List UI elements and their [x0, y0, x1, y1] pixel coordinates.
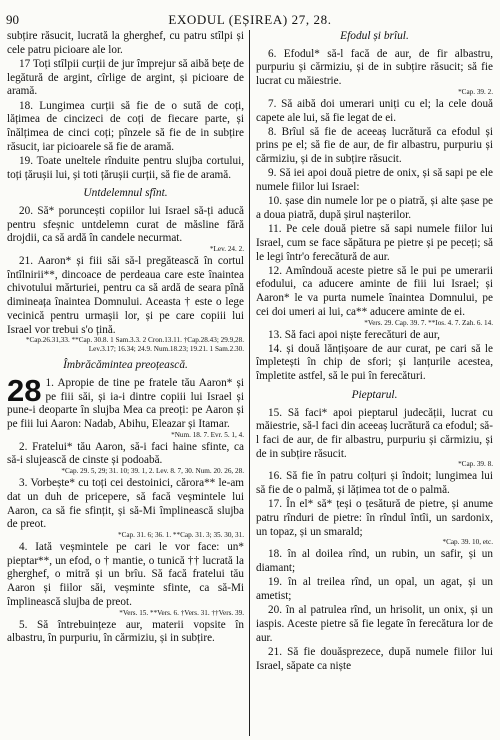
verse-27-18: 18. Lungimea curții să fie de o sută de coți, lățimea de cincizeci de coți de fiecare parte, și înălțimea de cinci coți; pînzele să fie de in subțire răsucit, iar picioarele să fie de aramă. [7, 99, 244, 153]
page-header [0, 12, 500, 28]
verse-28-10: 10. șase din numele lor pe o piatră, și alte șase pe a doua piatră, după șirul nașterilor. [256, 195, 493, 221]
right-column [256, 30, 493, 736]
cross-reference: *Cap. 39. 10, etc. [442, 538, 493, 547]
verse-28-6: 6. Efodul* să-l facă de aur, de fir albastru, purpuriu și cărmiziu, și de in subțire răsucit; să fie lucrat cu măiestrie. [256, 47, 493, 88]
cross-reference: *Lev. 24. 2. [209, 245, 244, 254]
cross-reference: *Cap. 29. 5, 29; 31. 10; 39. 1, 2. Lev. 8. 7, 30. Num. 20. 26, 28. [61, 467, 244, 476]
running-title: EXODUL (EȘIREA) 27, 28. [168, 12, 332, 27]
verse-28-14: 14. și două lănțișoare de aur curat, pe cari să le împletești în chip de sfori; și lanțurile acestea, împletite astfel, să le pui în ferecături. [256, 342, 493, 383]
verse-28-3: 3. Vorbește* cu toți cei destoinici, cărora** le-am dat un duh de pricepere, să facă veșmintele lui Aaron, ca să fie sfințit, și să-Mi împlinească slujba de preot. [7, 477, 244, 531]
page-number: 90 [6, 12, 19, 27]
column-divider [249, 30, 250, 736]
cross-reference: *Cap. 39. 2. [458, 87, 493, 96]
verse-28-18: 18. în al doilea rînd, un rubin, un safir, și un diamant; [256, 548, 493, 575]
cross-reference: *Vers. 29. Cap. 39. 7. **Ios. 4. 7. Zah. 6. 14. [364, 318, 493, 327]
verse-28-17: 17. În el* să* țeși o țesătură de pietre, și anume patru rînduri de pietre: în rîndul întîi, un sardonix, un topaz, și un smarald; [256, 498, 493, 538]
verse-28-19: 19. în al treilea rînd, un opal, un agat, și un ametist; [256, 576, 493, 603]
verse-28-4: 4. Iată veșmintele pe cari le vor face: un* pieptar**, un efod, o † mantie, o tunică †† lucrată la gherghef, o mitră și un brîu. Să facă fratelui tău Aaron și fiilor săi, veșminte sfinte, ca să-Mi împlinească slujba de preot. [7, 541, 244, 608]
verse-28-13: 13. Să faci apoi niște ferecături de aur, [268, 328, 440, 341]
verse-28-2: 2. Fratelui* tău Aaron, să-i faci haine sfinte, ca să-i slujească de cinste și podoabă. [7, 440, 244, 467]
verse-27-21: 21. Aaron* și fiii săi să-l pregătească în cortul întîlnirii**, dincoace de perdeaua care este înaintea chivotului mărturiei, pentru ca să ardă de seara pînă dimineața înaintea Domnului. Aceasta † este o lege vecinică pentru urmașii lor, și pe care copiii lui Israel vor trebui s'o țină. [7, 255, 244, 336]
verse-28-16: 16. Să fie în patru colțuri și îndoit; lungimea lui să fie de o palmă, și lățimea tot de o palmă. [256, 470, 493, 497]
cross-reference: *Num. 18. 7. Evr. 5. 1, 4. [171, 430, 244, 439]
verse-27-20: 20. Să* poruncești copiilor lui Israel să-ți aducă pentru sfeșnic untdelemn curat de măsline fără drojdii, ca să ardă în candele necurmat. [7, 204, 244, 245]
cross-reference: *Cap. 39. 8. [458, 460, 493, 469]
verse-28-21: 21. Să fie douăsprezece, după numele fiilor lui Israel, săpate ca niște [256, 645, 493, 672]
verse-28-8: 8. Brîul să fie de aceeaș lucrătură ca efodul și prins pe el; să fie de aur, de fir albastru, purpuriu și cărmiziu, și de in subțire răsucit. [256, 125, 493, 166]
section-heading-oil: Untdelemnul sfînt. [83, 187, 168, 200]
verse-27-17: 17 Toți stîlpii curții de jur împrejur să aibă bețe de legătură de argint, cîrlige de argint, și picioare de aramă. [7, 57, 244, 98]
verse-28-11: 11. Pe cele două pietre să sapi numele fiilor lui Israel, cum se face săpătura pe pietre și pe peceți; să le legi într'o ferecătură de aur. [256, 223, 493, 263]
section-heading-breastplate: Pieptarul. [351, 388, 398, 401]
verse-28-5: 5. Să întrebuințeze aur, materii vopsite în albastru, în purpuriu, în cărmiziu, și in subțire. [7, 618, 244, 645]
chapter-number: 28 [7, 372, 42, 408]
cross-reference: *Vers. 15. **Vers. 6. †Vers. 31. ††Vers. 39. [119, 608, 244, 617]
section-heading-garments: Îmbrăcămintea preoțească. [63, 359, 188, 372]
verse-28-1 [7, 372, 244, 432]
cross-reference: *Cap.26.31,33. **Cap. 30.8. 1 Sam.3.3. 2 Cron.13.11. †Cap.28.43; 29.9,28. Lev.3.17; 16.34; 24.9. Num.18.23; 19.21. 1 Sam.2.30. [25, 336, 244, 354]
verse-28-12: 12. Amîndouă aceste pietre să le pui pe umerarii efodului, ca aducere aminte de fiii lui Israel; și Aaron* le va purta numele înaintea Domnului, pe cei doi umeri ai lui, ca** aducere aminte de ei. [256, 264, 493, 318]
left-column [7, 30, 244, 736]
verse-28-15: 15. Să faci* apoi pieptarul judecății, lucrat cu măiestrie, să-l faci din aceeaș lucrătură ca efodul; să-l faci de aur, de fir albastru, purpuriu și cărmiziu, și de in subțire răsucit. [256, 406, 493, 460]
section-heading-ephod: Efodul și brîul. [340, 30, 409, 42]
verse-28-9: 9. Să iei apoi două pietre de onix, și să sapi pe ele numele fiilor lui Israel: [256, 167, 493, 194]
verse-28-7: 7. Să aibă doi umerari uniți cu el; la cele două capete ale lui, să fie legat de ei. [256, 97, 493, 124]
verse-28-20: 20. în al patrulea rînd, un hrisolit, un onix, și un iaspis. Aceste pietre să fie legate în ferecătura lor de aur. [256, 604, 493, 644]
verse-27-19: 19. Toate uneltele rînduite pentru slujba cortului, toți țărușii lui, și toti țărușii curții, să fie de aramă. [7, 154, 244, 181]
cross-reference: *Cap. 31. 6; 36. 1. **Cap. 31. 3; 35. 30, 31. [118, 531, 244, 539]
verse-28-1-text: 1. Apropie de tine pe fratele tău Aaron* și pe fiii săi, și ia-i dintre copiii lui Israel și pune-i deoparte în slujba Mea ca preoți: pe Aaron și pe fiii lui Aaron: Nadab, Abihu, Eleazar și Itamar. [7, 376, 244, 431]
verse-continuation: subțire răsucit, lucrată la gherghef, cu patru stîlpi și cele patru picioare ale lor. [7, 30, 244, 56]
